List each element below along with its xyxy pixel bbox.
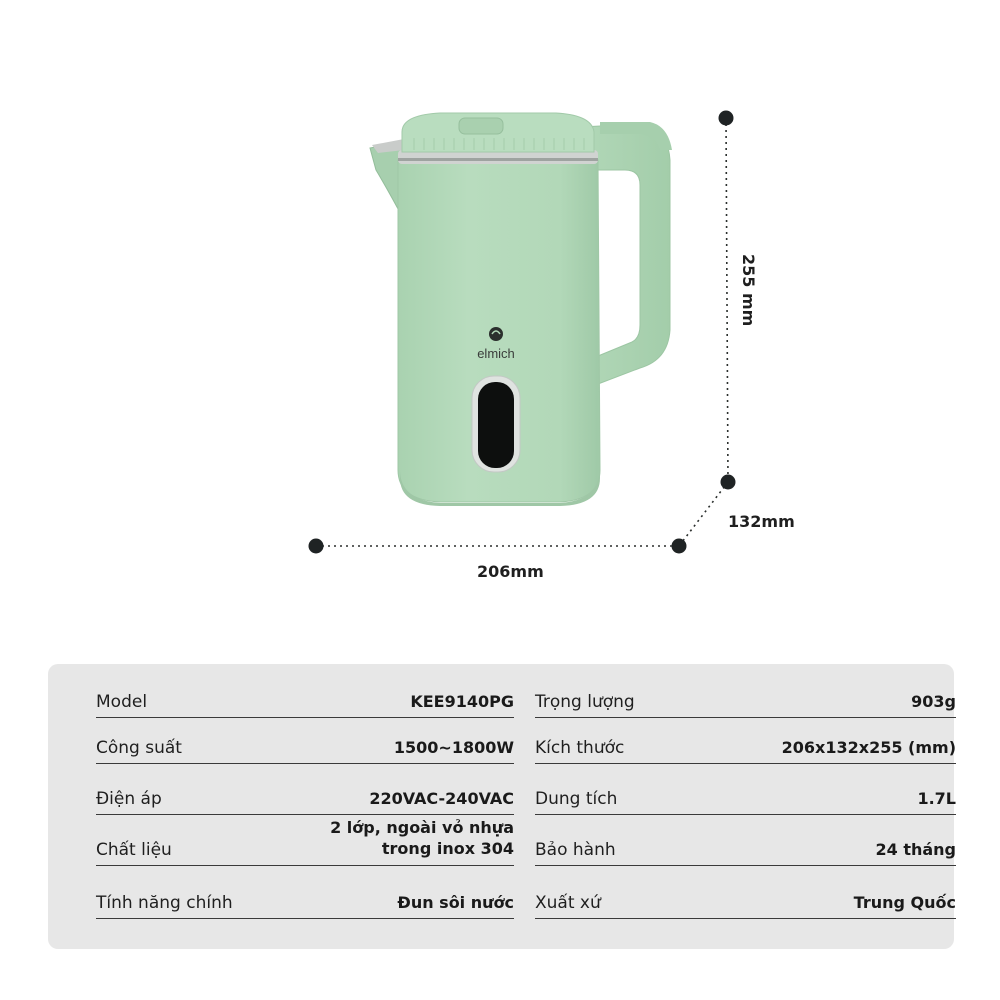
dim-dot-left [309, 539, 324, 554]
spec-row-capacity [535, 764, 956, 815]
spec-row-power [96, 718, 514, 764]
dim-dot-corner [721, 475, 736, 490]
spec-label: Model [96, 692, 148, 712]
spec-label: Công suất [96, 738, 182, 758]
spec-row-warranty [535, 815, 956, 866]
spec-label: Xuất xứ [535, 893, 601, 913]
spec-label: Chất liệu [96, 840, 172, 860]
svg-text:elmich: elmich [477, 346, 515, 361]
spec-table [48, 664, 954, 949]
spec-value: 206x132x255 (mm) [781, 738, 956, 757]
dimension-depth-label: 132mm [728, 512, 795, 531]
dim-dot-top [719, 111, 734, 126]
spec-label: Trọng lượng [535, 692, 635, 712]
dimension-height-label: 255 mm [739, 254, 758, 327]
spec-label: Tính năng chính [96, 893, 233, 913]
water-level-window [472, 376, 520, 472]
spec-row-origin [535, 866, 956, 919]
spec-value: Đun sôi nước [397, 893, 514, 912]
spec-value: 24 tháng [875, 840, 956, 859]
spec-label: Kích thước [535, 738, 625, 758]
spec-value: 220VAC-240VAC [369, 789, 514, 808]
dim-dot-front [672, 539, 687, 554]
spec-value: 903g [911, 692, 956, 711]
spec-value: 1.7L [917, 789, 956, 808]
spec-value: 1500~1800W [393, 738, 514, 757]
spec-row-size [535, 718, 956, 764]
spec-row-voltage [96, 764, 514, 815]
spec-value: 2 lớp, ngoài vỏ nhựa trong inox 304 [330, 818, 514, 858]
spec-label: Điện áp [96, 789, 162, 809]
spec-value: Trung Quốc [853, 893, 956, 912]
spec-row-features [96, 866, 514, 919]
spec-label: Dung tích [535, 789, 618, 809]
kettle-lid [402, 113, 594, 152]
spec-row-model [96, 664, 514, 718]
spec-row-material [96, 815, 514, 866]
spec-label: Bảo hành [535, 840, 616, 860]
spec-row-weight [535, 664, 956, 718]
spec-value: KEE9140PG [410, 692, 514, 711]
dimension-width-label: 206mm [477, 562, 544, 581]
